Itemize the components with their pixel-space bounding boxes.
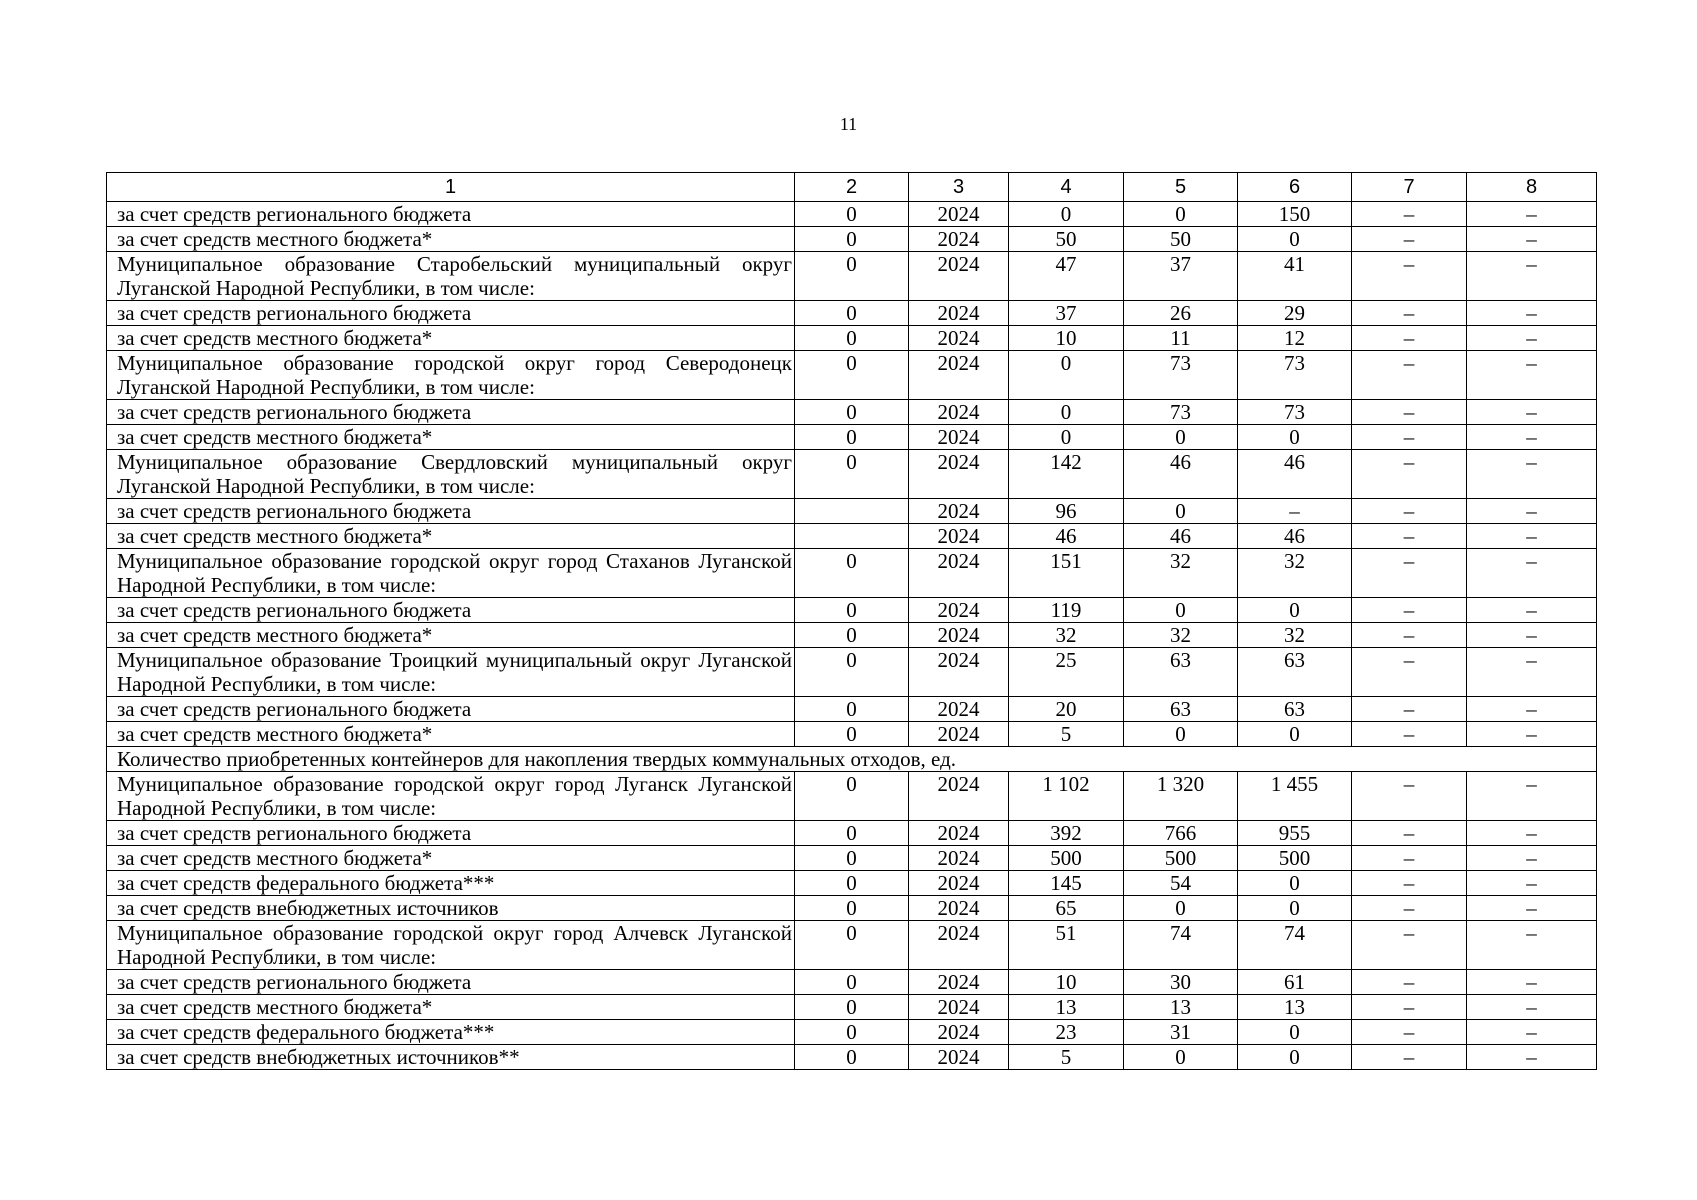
cell-col-7: – [1352,722,1467,747]
cell-col-3: 2024 [909,722,1009,747]
cell-col-5: 500 [1124,846,1238,871]
cell-col-6: 41 [1238,252,1352,301]
cell-col-4: 0 [1009,351,1124,400]
cell-col-8: – [1467,549,1597,598]
cell-col-2: 0 [795,896,909,921]
cell-col-2: 0 [795,202,909,227]
cell-col-4: 10 [1009,970,1124,995]
cell-col-3: 2024 [909,450,1009,499]
cell-col-4: 20 [1009,697,1124,722]
table-row [107,1020,1597,1045]
cell-col-7: – [1352,400,1467,425]
table-row [107,301,1597,326]
row-label: Муниципальное образование Троицкий муниципальный округ Луганской Народной Республики, в том числе: [107,648,795,697]
cell-col-5: 73 [1124,351,1238,400]
cell-col-5: 11 [1124,326,1238,351]
cell-col-7: – [1352,227,1467,252]
cell-col-6: 46 [1238,450,1352,499]
cell-col-6: 955 [1238,821,1352,846]
cell-col-4: 25 [1009,648,1124,697]
row-label: за счет средств местного бюджета* [107,425,795,450]
cell-col-6: 0 [1238,227,1352,252]
cell-col-6: 63 [1238,697,1352,722]
cell-col-8: – [1467,722,1597,747]
cell-col-2: 0 [795,598,909,623]
cell-col-7: – [1352,1045,1467,1070]
cell-col-6: 0 [1238,722,1352,747]
row-label: за счет средств регионального бюджета [107,821,795,846]
table-row [107,896,1597,921]
cell-col-8: – [1467,846,1597,871]
column-header: 2 [795,173,909,202]
cell-col-2: 0 [795,772,909,821]
cell-col-6: 12 [1238,326,1352,351]
cell-col-3: 2024 [909,1045,1009,1070]
cell-col-8: – [1467,623,1597,648]
cell-col-3: 2024 [909,227,1009,252]
table-row [107,549,1597,598]
cell-col-7: – [1352,995,1467,1020]
cell-col-7: – [1352,697,1467,722]
column-header: 8 [1467,173,1597,202]
cell-col-3: 2024 [909,524,1009,549]
cell-col-5: 0 [1124,425,1238,450]
cell-col-2: 0 [795,227,909,252]
cell-col-2: 0 [795,648,909,697]
cell-col-7: – [1352,598,1467,623]
cell-col-3: 2024 [909,202,1009,227]
cell-col-5: 1 320 [1124,772,1238,821]
cell-col-3: 2024 [909,970,1009,995]
cell-col-3: 2024 [909,499,1009,524]
cell-col-7: – [1352,970,1467,995]
cell-col-2: 0 [795,1020,909,1045]
cell-col-2: 0 [795,722,909,747]
cell-col-3: 2024 [909,351,1009,400]
cell-col-8: – [1467,400,1597,425]
header-row [107,173,1597,202]
cell-col-4: 51 [1009,921,1124,970]
cell-col-6: – [1238,499,1352,524]
cell-col-2: 0 [795,301,909,326]
column-header: 1 [107,173,795,202]
table-row [107,450,1597,499]
cell-col-4: 65 [1009,896,1124,921]
cell-col-4: 5 [1009,1045,1124,1070]
table-row [107,326,1597,351]
cell-col-3: 2024 [909,598,1009,623]
cell-col-3: 2024 [909,1020,1009,1045]
cell-col-6: 74 [1238,921,1352,970]
cell-col-8: – [1467,499,1597,524]
cell-col-8: – [1467,921,1597,970]
cell-col-8: – [1467,227,1597,252]
cell-col-8: – [1467,301,1597,326]
table-row [107,970,1597,995]
cell-col-8: – [1467,871,1597,896]
page-number: 11 [839,114,858,134]
cell-col-8: – [1467,1020,1597,1045]
column-header: 3 [909,173,1009,202]
cell-col-7: – [1352,648,1467,697]
table-row [107,772,1597,821]
cell-col-8: – [1467,697,1597,722]
cell-col-4: 37 [1009,301,1124,326]
cell-col-3: 2024 [909,896,1009,921]
cell-col-2: 0 [795,252,909,301]
row-label: Муниципальное образование городской округ город Северодонецк Луганской Народной Республики, в том числе: [107,351,795,400]
table-row [107,871,1597,896]
cell-col-5: 63 [1124,697,1238,722]
cell-col-4: 1 102 [1009,772,1124,821]
cell-col-7: – [1352,846,1467,871]
cell-col-2: 0 [795,450,909,499]
cell-col-8: – [1467,896,1597,921]
cell-col-4: 13 [1009,995,1124,1020]
cell-col-6: 150 [1238,202,1352,227]
cell-col-5: 37 [1124,252,1238,301]
cell-col-2: 0 [795,995,909,1020]
table-row [107,995,1597,1020]
cell-col-4: 142 [1009,450,1124,499]
cell-col-4: 23 [1009,1020,1124,1045]
table-row [107,821,1597,846]
cell-col-4: 500 [1009,846,1124,871]
cell-col-4: 47 [1009,252,1124,301]
column-header: 6 [1238,173,1352,202]
row-label: за счет средств регионального бюджета [107,499,795,524]
cell-col-7: – [1352,202,1467,227]
cell-col-6: 32 [1238,549,1352,598]
cell-col-2: 0 [795,821,909,846]
cell-col-7: – [1352,549,1467,598]
cell-col-5: 74 [1124,921,1238,970]
cell-col-3: 2024 [909,921,1009,970]
cell-col-5: 0 [1124,499,1238,524]
cell-col-7: – [1352,425,1467,450]
table-row [107,252,1597,301]
table-row [107,697,1597,722]
cell-col-6: 29 [1238,301,1352,326]
cell-col-3: 2024 [909,821,1009,846]
cell-col-3: 2024 [909,549,1009,598]
table-body [107,173,1597,1070]
cell-col-3: 2024 [909,252,1009,301]
cell-col-6: 46 [1238,524,1352,549]
cell-col-5: 766 [1124,821,1238,846]
cell-col-5: 0 [1124,1045,1238,1070]
row-label: за счет средств местного бюджета* [107,722,795,747]
row-label: Муниципальное образование Свердловский муниципальный округ Луганской Народной Республики, в том числе: [107,450,795,499]
cell-col-2: 0 [795,970,909,995]
cell-col-4: 10 [1009,326,1124,351]
cell-col-5: 0 [1124,598,1238,623]
column-header: 7 [1352,173,1467,202]
table-row [107,1045,1597,1070]
cell-col-6: 0 [1238,896,1352,921]
cell-col-5: 73 [1124,400,1238,425]
row-label: за счет средств местного бюджета* [107,623,795,648]
table-row [107,202,1597,227]
table-row [107,499,1597,524]
cell-col-2: 0 [795,400,909,425]
cell-col-5: 46 [1124,450,1238,499]
cell-col-7: – [1352,623,1467,648]
cell-col-5: 31 [1124,1020,1238,1045]
cell-col-2: 0 [795,549,909,598]
row-label: за счет средств внебюджетных источников** [107,1045,795,1070]
cell-col-2: 0 [795,871,909,896]
cell-col-7: – [1352,524,1467,549]
cell-col-5: 0 [1124,896,1238,921]
row-label: за счет средств регионального бюджета [107,301,795,326]
cell-col-3: 2024 [909,648,1009,697]
cell-col-6: 1 455 [1238,772,1352,821]
table-row [107,227,1597,252]
cell-col-5: 13 [1124,995,1238,1020]
cell-col-7: – [1352,499,1467,524]
cell-col-2 [795,524,909,549]
cell-col-8: – [1467,326,1597,351]
cell-col-7: – [1352,301,1467,326]
table-row [107,425,1597,450]
cell-col-2: 0 [795,1045,909,1070]
table-row [107,722,1597,747]
cell-col-7: – [1352,450,1467,499]
cell-col-7: – [1352,896,1467,921]
row-label: за счет средств местного бюджета* [107,326,795,351]
cell-col-8: – [1467,524,1597,549]
cell-col-2: 0 [795,921,909,970]
cell-col-2: 0 [795,326,909,351]
row-label: Муниципальное образование городской округ город Алчевск Луганской Народной Республики, в том числе: [107,921,795,970]
table-row [107,846,1597,871]
cell-col-6: 32 [1238,623,1352,648]
table-row [107,648,1597,697]
cell-col-6: 0 [1238,1045,1352,1070]
cell-col-3: 2024 [909,623,1009,648]
cell-col-5: 46 [1124,524,1238,549]
row-label: Муниципальное образование городской округ город Стаханов Луганской Народной Республики, в том числе: [107,549,795,598]
cell-col-4: 0 [1009,425,1124,450]
table-row [107,623,1597,648]
cell-col-7: – [1352,921,1467,970]
table-row [107,524,1597,549]
cell-col-3: 2024 [909,846,1009,871]
cell-col-7: – [1352,871,1467,896]
row-label: за счет средств федерального бюджета*** [107,1020,795,1045]
cell-col-8: – [1467,351,1597,400]
row-label: за счет средств внебюджетных источников [107,896,795,921]
cell-col-3: 2024 [909,425,1009,450]
cell-col-3: 2024 [909,400,1009,425]
cell-col-6: 73 [1238,400,1352,425]
cell-col-4: 151 [1009,549,1124,598]
cell-col-4: 32 [1009,623,1124,648]
row-label: за счет средств регионального бюджета [107,697,795,722]
cell-col-5: 0 [1124,722,1238,747]
cell-col-4: 145 [1009,871,1124,896]
table-row [107,921,1597,970]
row-label: за счет средств регионального бюджета [107,598,795,623]
cell-col-5: 32 [1124,623,1238,648]
table-row [107,400,1597,425]
table-row [107,351,1597,400]
cell-col-6: 0 [1238,1020,1352,1045]
cell-col-6: 0 [1238,871,1352,896]
cell-col-2: 0 [795,425,909,450]
cell-col-5: 0 [1124,202,1238,227]
cell-col-5: 32 [1124,549,1238,598]
cell-col-5: 50 [1124,227,1238,252]
cell-col-6: 13 [1238,995,1352,1020]
cell-col-6: 73 [1238,351,1352,400]
cell-col-3: 2024 [909,772,1009,821]
cell-col-8: – [1467,598,1597,623]
row-label: Муниципальное образование Старобельский муниципальный округ Луганской Народной Республики, в том числе: [107,252,795,301]
cell-col-3: 2024 [909,326,1009,351]
section-row [107,747,1597,772]
column-header: 5 [1124,173,1238,202]
cell-col-4: 0 [1009,400,1124,425]
cell-col-8: – [1467,425,1597,450]
row-label: за счет средств местного бюджета* [107,227,795,252]
row-label: за счет средств регионального бюджета [107,970,795,995]
cell-col-3: 2024 [909,995,1009,1020]
cell-col-2: 0 [795,846,909,871]
cell-col-3: 2024 [909,697,1009,722]
cell-col-6: 0 [1238,598,1352,623]
cell-col-6: 0 [1238,425,1352,450]
cell-col-5: 26 [1124,301,1238,326]
row-label: за счет средств местного бюджета* [107,995,795,1020]
cell-col-3: 2024 [909,301,1009,326]
cell-col-7: – [1352,351,1467,400]
row-label: за счет средств местного бюджета* [107,524,795,549]
row-label: за счет средств регионального бюджета [107,400,795,425]
cell-col-7: – [1352,821,1467,846]
cell-col-7: – [1352,252,1467,301]
cell-col-4: 96 [1009,499,1124,524]
section-title: Количество приобретенных контейнеров для накопления твердых коммунальных отходов, ед. [107,747,1597,772]
cell-col-5: 63 [1124,648,1238,697]
cell-col-4: 5 [1009,722,1124,747]
cell-col-7: – [1352,772,1467,821]
cell-col-7: – [1352,1020,1467,1045]
cell-col-2 [795,499,909,524]
cell-col-4: 392 [1009,821,1124,846]
row-label: Муниципальное образование городской округ город Луганск Луганской Народной Республики, в том числе: [107,772,795,821]
cell-col-8: – [1467,202,1597,227]
cell-col-2: 0 [795,351,909,400]
cell-col-6: 500 [1238,846,1352,871]
cell-col-3: 2024 [909,871,1009,896]
column-header: 4 [1009,173,1124,202]
cell-col-8: – [1467,772,1597,821]
cell-col-6: 61 [1238,970,1352,995]
cell-col-6: 63 [1238,648,1352,697]
data-table [106,172,1597,1070]
cell-col-8: – [1467,1045,1597,1070]
row-label: за счет средств федерального бюджета*** [107,871,795,896]
cell-col-2: 0 [795,697,909,722]
cell-col-8: – [1467,450,1597,499]
cell-col-8: – [1467,995,1597,1020]
cell-col-7: – [1352,326,1467,351]
cell-col-4: 119 [1009,598,1124,623]
row-label: за счет средств регионального бюджета [107,202,795,227]
cell-col-4: 0 [1009,202,1124,227]
cell-col-8: – [1467,970,1597,995]
cell-col-5: 30 [1124,970,1238,995]
cell-col-8: – [1467,648,1597,697]
cell-col-8: – [1467,821,1597,846]
cell-col-5: 54 [1124,871,1238,896]
cell-col-2: 0 [795,623,909,648]
cell-col-8: – [1467,252,1597,301]
cell-col-4: 50 [1009,227,1124,252]
row-label: за счет средств местного бюджета* [107,846,795,871]
table-row [107,598,1597,623]
cell-col-4: 46 [1009,524,1124,549]
